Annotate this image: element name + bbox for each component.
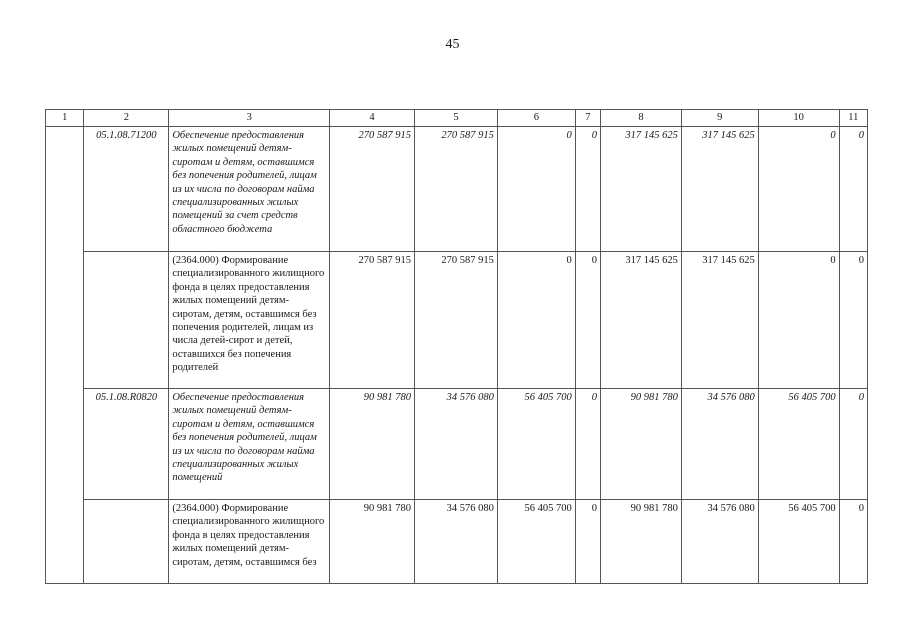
budget-table [45, 109, 868, 584]
amount-cell: 0 [497, 127, 575, 252]
amount-cell: 270 587 915 [330, 252, 415, 389]
amount-cell: 34 576 080 [415, 500, 498, 584]
amount-cell: 56 405 700 [758, 389, 839, 500]
header-cell: 6 [497, 110, 575, 127]
amount-cell: 317 145 625 [681, 252, 758, 389]
amount-cell: 56 405 700 [497, 500, 575, 584]
amount-cell: 0 [575, 252, 600, 389]
amount-cell: 34 576 080 [681, 389, 758, 500]
amount-cell: 0 [839, 127, 867, 252]
header-cell: 7 [575, 110, 600, 127]
header-cell: 2 [84, 110, 169, 127]
amount-cell: 0 [839, 252, 867, 389]
description-cell: (2364.000) Формирование специализированного жилищного фонда в целях предоставления жилых помещений детям-сиротам, детям, оставшимся без попечения родителей, лицам из числа детей-сирот и детей, оставшихся без попечения родителей [169, 252, 330, 389]
amount-cell: 0 [839, 500, 867, 584]
page-number: 45 [445, 37, 460, 52]
description-cell: Обеспечение предоставления жилых помещений детям-сиротам и детям, оставшимся без попечения родителей, лицам из их числа по договорам найма специализированных жилых помещений [169, 389, 330, 500]
amount-cell: 0 [758, 127, 839, 252]
header-cell: 1 [46, 110, 84, 127]
amount-cell: 0 [839, 389, 867, 500]
header-cell: 8 [601, 110, 682, 127]
table-row [46, 252, 868, 389]
amount-cell: 270 587 915 [415, 252, 498, 389]
amount-cell: 317 145 625 [601, 127, 682, 252]
amount-cell: 56 405 700 [758, 500, 839, 584]
amount-cell: 0 [497, 252, 575, 389]
table-row [46, 500, 868, 584]
table-row [46, 127, 868, 252]
code-cell [84, 500, 169, 584]
amount-cell: 0 [575, 127, 600, 252]
amount-cell: 270 587 915 [415, 127, 498, 252]
description-cell: Обеспечение предоставления жилых помещений детям-сиротам и детям, оставшимся без попечения родителей, лицам из их числа по договорам найма специализированных жилых помещений за счет средств областного бюджета [169, 127, 330, 252]
amount-cell: 0 [575, 500, 600, 584]
amount-cell: 90 981 780 [601, 500, 682, 584]
header-cell: 9 [681, 110, 758, 127]
description-cell: (2364.000) Формирование специализированного жилищного фонда в целях предоставления жилых помещений детям-сиротам, детям, оставшимся без [169, 500, 330, 584]
code-cell [84, 252, 169, 389]
header-cell: 3 [169, 110, 330, 127]
amount-cell: 90 981 780 [330, 500, 415, 584]
amount-cell: 0 [758, 252, 839, 389]
amount-cell: 317 145 625 [601, 252, 682, 389]
amount-cell: 317 145 625 [681, 127, 758, 252]
table-row [46, 389, 868, 500]
amount-cell: 90 981 780 [330, 389, 415, 500]
header-cell: 11 [839, 110, 867, 127]
header-row [46, 110, 868, 127]
amount-cell: 270 587 915 [330, 127, 415, 252]
amount-cell: 34 576 080 [415, 389, 498, 500]
amount-cell: 34 576 080 [681, 500, 758, 584]
code-cell: 05.1.08.71200 [84, 127, 169, 252]
col1-cell [46, 127, 84, 584]
code-cell: 05.1.08.R0820 [84, 389, 169, 500]
header-cell: 5 [415, 110, 498, 127]
amount-cell: 90 981 780 [601, 389, 682, 500]
amount-cell: 56 405 700 [497, 389, 575, 500]
amount-cell: 0 [575, 389, 600, 500]
header-cell: 10 [758, 110, 839, 127]
header-cell: 4 [330, 110, 415, 127]
